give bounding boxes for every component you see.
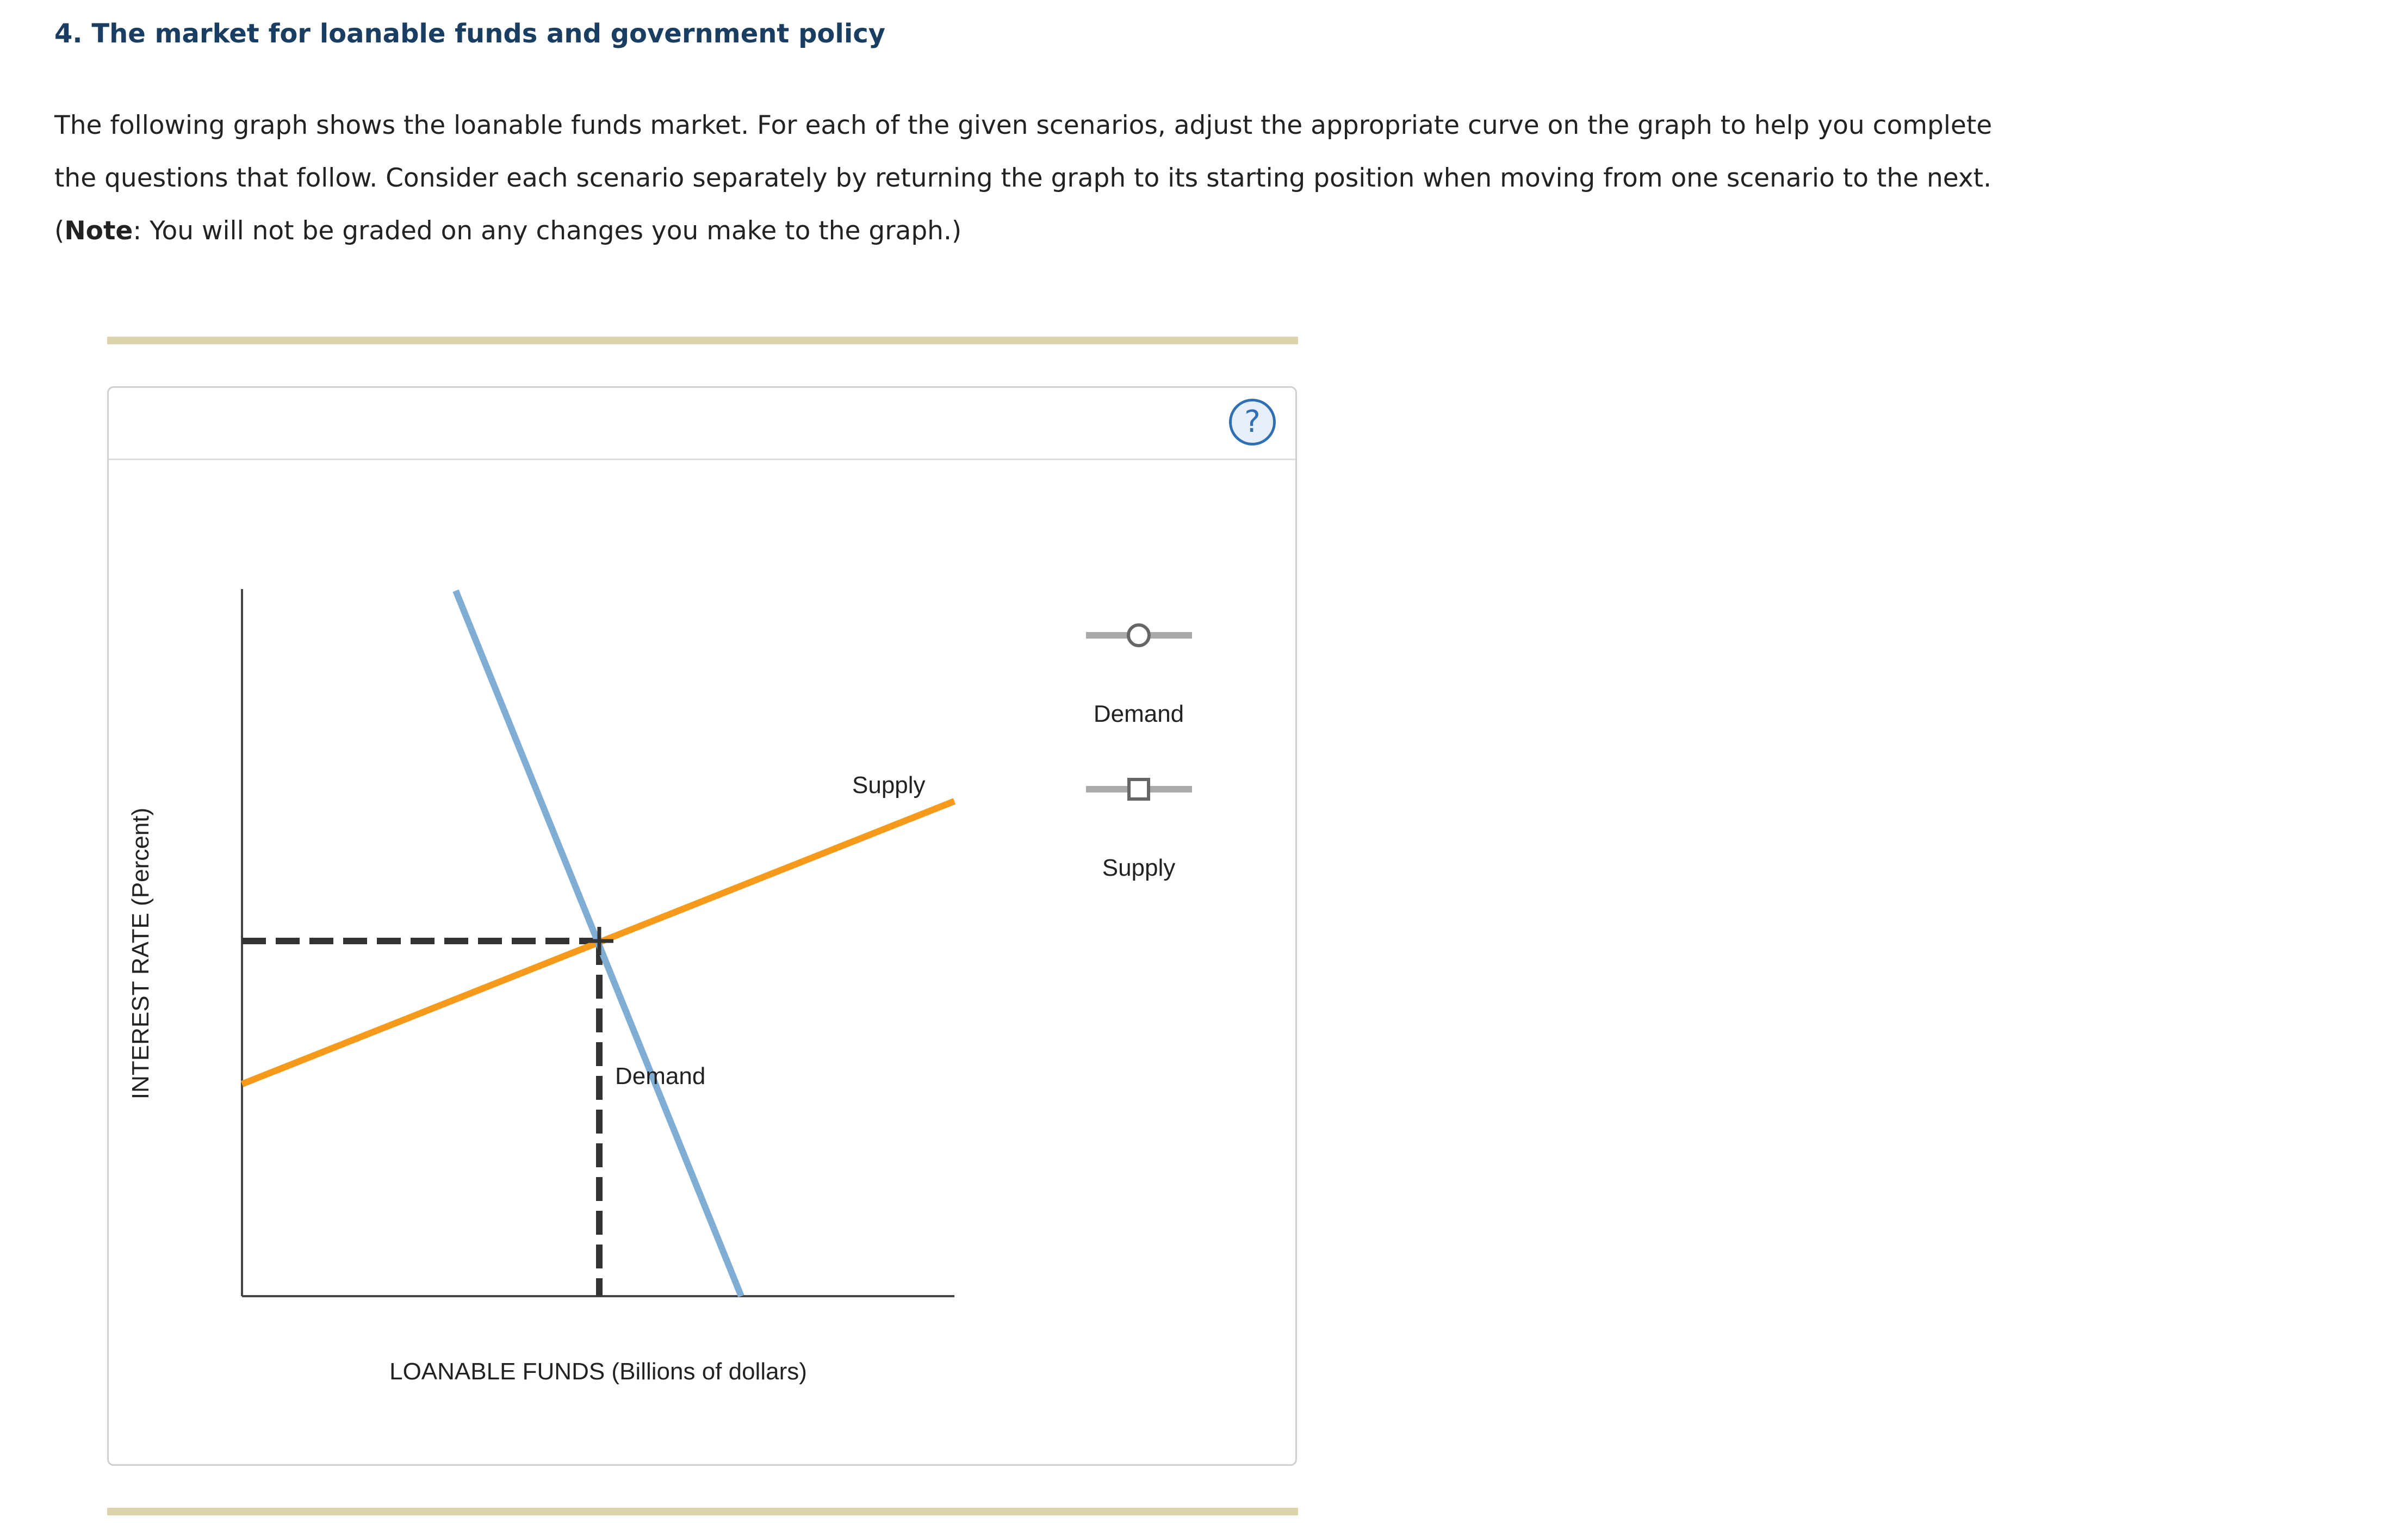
x-axis-label: LOANABLE FUNDS (Billions of dollars) bbox=[389, 1358, 807, 1385]
question-circle-icon[interactable]: ? bbox=[1229, 399, 1276, 445]
y-axis-label: INTEREST RATE (Percent) bbox=[127, 807, 154, 1100]
intro-note bbox=[54, 205, 2175, 257]
demand-curve-label: Demand bbox=[615, 1063, 706, 1089]
palette-supply-tool[interactable] bbox=[1086, 779, 1192, 799]
palette-demand-tool[interactable] bbox=[1086, 625, 1192, 646]
loanable-funds-graph[interactable] bbox=[109, 388, 1295, 1464]
top-divider bbox=[107, 337, 1298, 344]
palette-demand-circle-icon[interactable] bbox=[1128, 625, 1149, 646]
bottom-divider bbox=[107, 1508, 1298, 1515]
palette-supply-label: Supply bbox=[1102, 855, 1176, 881]
palette-supply-square-icon[interactable] bbox=[1129, 779, 1149, 799]
question-title: 4. The market for loanable funds and government policy bbox=[54, 18, 886, 49]
note-open: ( bbox=[54, 216, 65, 246]
note-label: Note bbox=[64, 216, 133, 246]
intro-line-2: the questions that follow. Consider each scenario separately by returning the graph to its starting position when moving from one scenario to the next. bbox=[54, 163, 1992, 193]
palette-demand-label: Demand bbox=[1093, 701, 1184, 727]
question-intro bbox=[54, 99, 2175, 257]
note-text: : You will not be graded on any changes you make to the graph.) bbox=[133, 216, 962, 246]
intro-line-1: The following graph shows the loanable funds market. For each of the given scenarios, adjust the appropriate curve on the graph to help you complete bbox=[54, 110, 1993, 140]
supply-curve-label: Supply bbox=[852, 772, 926, 798]
graph-panel bbox=[107, 386, 1297, 1466]
